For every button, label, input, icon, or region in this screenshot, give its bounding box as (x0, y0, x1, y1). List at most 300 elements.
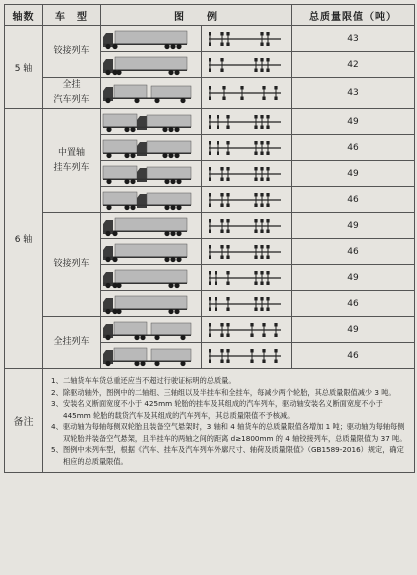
tyre (226, 245, 229, 249)
wheel (105, 98, 110, 103)
tyre (274, 97, 277, 101)
weight-limit-cell: 46 (292, 343, 415, 369)
vehicle-picture-cell (101, 78, 202, 109)
table-row (5, 26, 415, 52)
tyre (220, 58, 223, 62)
tyre (254, 271, 257, 275)
axle-diagram (206, 245, 284, 259)
tyre (254, 58, 257, 62)
axle-diagram-cell (202, 187, 292, 213)
wheel (162, 152, 167, 157)
notes-content (43, 369, 415, 473)
tyre (220, 245, 223, 249)
tyre (209, 219, 211, 223)
tyre (260, 255, 263, 259)
wheel (154, 360, 159, 365)
tyre (260, 42, 263, 46)
truck-image (101, 345, 193, 367)
vehicle-type-label: 汽车列车 (53, 95, 90, 105)
tyre (226, 359, 229, 363)
tyre (226, 219, 229, 223)
truck-image (101, 189, 193, 211)
note-text: 除驱动轴外，图例中的二轴组、三轴组以及半挂车和全挂车，每减少两个轮胎，其总质量限值减少 3 吨。 (63, 387, 396, 397)
notes-label: 备注 (5, 369, 43, 473)
tyre (266, 58, 269, 62)
tyre (209, 245, 211, 249)
tyre (209, 271, 211, 275)
tyre (226, 42, 229, 46)
note-item (51, 387, 410, 399)
vehicle-type-label: 铰接列车 (53, 46, 90, 56)
wheel (180, 98, 185, 103)
tyre (266, 42, 269, 46)
wheel (124, 204, 129, 209)
tyre (222, 97, 225, 101)
tyre (226, 307, 229, 311)
axle-diagram-cell (202, 265, 292, 291)
wheel (112, 230, 117, 235)
axle-diagram-cell (202, 343, 292, 369)
note-item (51, 421, 410, 444)
axle-diagram-cell (202, 239, 292, 265)
tyre (209, 349, 211, 353)
tyre (266, 141, 269, 145)
tyre (217, 115, 219, 119)
wheel (124, 126, 129, 131)
tyre (220, 42, 223, 46)
tyre (254, 167, 257, 171)
axle-diagram (206, 349, 284, 363)
note-text: 安装名义断面宽度不小于 425mm 轮胎的挂车及其组成的汽车列车，驱动轴安装名义断面宽度不小于 445mm 轮胎的载货汽车及其组成的汽车列车，其总质量限值不予核减。 (63, 399, 383, 420)
tyre (266, 32, 269, 36)
tyre (209, 193, 211, 197)
tyre (220, 32, 223, 36)
note-number: 2、 (51, 387, 63, 397)
tyre (250, 349, 253, 353)
wheel (154, 98, 159, 103)
tyre (254, 307, 257, 311)
axle-diagram (206, 297, 284, 311)
axle-diagram-cell (202, 109, 292, 135)
tyre (222, 86, 225, 90)
tyre (266, 245, 269, 249)
wheel (170, 230, 175, 235)
truck-image (101, 111, 193, 133)
tyre (226, 229, 229, 233)
vehicle-type-label: 全挂列车 (53, 337, 90, 347)
vehicle-type-cell (43, 317, 101, 369)
wheel (164, 256, 169, 261)
wheel (106, 204, 111, 209)
vehicle-picture-cell (101, 239, 202, 265)
wheel (176, 204, 181, 209)
tyre (260, 281, 263, 285)
cargo-box (115, 270, 187, 283)
weight-limit-cell: 43 (292, 78, 415, 109)
tyre (262, 333, 265, 337)
vehicle-picture-cell (101, 343, 202, 369)
tyre (274, 359, 277, 363)
wheel (105, 230, 110, 235)
tyre (226, 141, 229, 145)
tyre (220, 219, 223, 223)
note-text: 驱动轴为每轴每侧双轮胎且装备空气悬架时，3 轴和 4 轴货车的总质量限值各增加 1 吨；驱动轴为每轴每侧双轮胎并装备空气悬架，且半挂车的两轴之间的距离 d≥1800mm 的 4 轴铰接列车，总质量限值为 37 吨。 (63, 422, 407, 443)
vehicle-type-label: 铰接列车 (53, 259, 90, 269)
wheel (174, 69, 179, 74)
wheel (116, 308, 121, 313)
note-number: 1、 (51, 376, 63, 385)
cargo-box (103, 192, 137, 205)
wheel (105, 360, 110, 365)
tyre (254, 141, 257, 145)
tyre (266, 203, 269, 207)
truck-image (101, 241, 193, 263)
weight-limit-cell: 49 (292, 161, 415, 187)
tyre (209, 125, 211, 129)
tyre (226, 32, 229, 36)
tyre (260, 203, 263, 207)
tyre (209, 141, 211, 145)
tyre (262, 97, 265, 101)
wheel (106, 178, 111, 183)
tyre (209, 167, 211, 171)
axle-diagram-cell (202, 291, 292, 317)
tyre (254, 281, 257, 285)
tyre (274, 333, 277, 337)
tyre (215, 307, 217, 311)
tyre (260, 167, 263, 171)
vehicle-type-cell (43, 109, 101, 213)
wheel (164, 230, 169, 235)
tyre (260, 271, 263, 275)
tyre (260, 141, 263, 145)
weight-limit-cell: 49 (292, 213, 415, 239)
note-text: 二轴货车车货总重还应当不超过行驶证标明的总质量。 (63, 376, 236, 385)
tyre (266, 125, 269, 129)
wheel (130, 126, 135, 131)
tyre (220, 349, 223, 353)
cargo-box (103, 140, 137, 153)
wheel (105, 69, 110, 74)
vehicle-type-cell (43, 26, 101, 78)
tyre (254, 151, 257, 155)
vehicle-type-label: 全挂 (62, 80, 81, 90)
tyre (260, 307, 263, 311)
vehicle-picture-cell (101, 109, 202, 135)
cargo-box (115, 31, 187, 44)
tyre (209, 203, 211, 207)
tyre (226, 167, 229, 171)
tyre (254, 68, 257, 72)
wheel (116, 282, 121, 287)
note-number: 5、 (51, 445, 63, 454)
cargo-box (115, 218, 187, 231)
axle-diagram (206, 58, 284, 72)
truck-image (101, 137, 193, 159)
truck-image (101, 319, 193, 341)
tyre (254, 177, 257, 181)
weight-limit-cell: 42 (292, 52, 415, 78)
wheel (164, 43, 169, 48)
truck-image (101, 54, 193, 76)
tyre (217, 141, 219, 145)
header-axles: 轴数 (5, 5, 43, 26)
tyre (209, 307, 211, 311)
tyre (220, 193, 223, 197)
axle-diagram-cell (202, 26, 292, 52)
wheel (168, 126, 173, 131)
axle-diagram-cell (202, 135, 292, 161)
note-number: 3、 (51, 399, 63, 408)
tyre (209, 229, 211, 233)
axle-count-cell: 5 轴 (5, 26, 43, 109)
tyre (226, 115, 229, 119)
tyre (226, 125, 229, 129)
tyre (260, 115, 263, 119)
wheel (168, 308, 173, 313)
vehicle-type-cell (43, 78, 101, 109)
tyre (226, 333, 229, 337)
truck-image (101, 163, 193, 185)
wheel (170, 43, 175, 48)
truck-image (101, 267, 193, 289)
cargo-box (103, 114, 137, 127)
vehicle-type-label: 挂车列车 (53, 162, 90, 173)
table-row (5, 317, 415, 343)
wheel (174, 126, 179, 131)
axle-diagram-cell (202, 213, 292, 239)
tyre (254, 219, 257, 223)
tyre (226, 297, 229, 301)
tyre (250, 323, 253, 327)
table-row (5, 213, 415, 239)
weight-limit-table (4, 4, 415, 473)
wheel (140, 334, 145, 339)
tyre (260, 245, 263, 249)
wheel (116, 69, 121, 74)
tyre (226, 177, 229, 181)
wheel (105, 256, 110, 261)
tyre (254, 125, 257, 129)
header-limit: 总质量限值（吨） (292, 5, 415, 26)
wheel (105, 43, 110, 48)
wheel (176, 256, 181, 261)
cargo-box (114, 322, 147, 335)
tyre (260, 193, 263, 197)
axle-diagram-cell (202, 161, 292, 187)
tyre (250, 359, 253, 363)
cargo-box (151, 323, 191, 335)
wheel (176, 230, 181, 235)
tyre (209, 359, 211, 363)
tyre (266, 229, 269, 233)
axle-diagram (206, 193, 284, 207)
tyre (266, 219, 269, 223)
truck-image (101, 28, 193, 50)
tyre (260, 68, 263, 72)
chassis (103, 360, 191, 362)
tyre (254, 203, 257, 207)
tyre (254, 297, 257, 301)
note-text: 图例中未列车型，根据《汽车、挂车及汽车列车外廓尺寸、轴荷及质量限值》（GB1589-2016）规定，确定相应的总质量限值。 (63, 445, 404, 466)
tyre (220, 359, 223, 363)
tyre (266, 68, 269, 72)
tyre (274, 86, 277, 90)
tyre (266, 281, 269, 285)
wheel (162, 126, 167, 131)
tyre (215, 271, 217, 275)
tyre (209, 323, 211, 327)
axle-diagram (206, 271, 284, 285)
cargo-box (115, 296, 187, 309)
tyre (217, 125, 219, 129)
tyre (254, 255, 257, 259)
wheel (140, 360, 145, 365)
wheel (170, 178, 175, 183)
tyre (274, 323, 277, 327)
wheel (174, 282, 179, 287)
chassis (103, 334, 191, 336)
wheel (174, 308, 179, 313)
wheel (168, 69, 173, 74)
weight-limit-cell: 43 (292, 26, 415, 52)
tyre (209, 151, 211, 155)
tyre (215, 281, 217, 285)
vehicle-type-cell (43, 213, 101, 317)
tyre (209, 68, 211, 72)
axle-diagram-cell (202, 52, 292, 78)
vehicle-picture-cell (101, 52, 202, 78)
wheel (134, 360, 139, 365)
tyre (262, 323, 265, 327)
wheel (180, 360, 185, 365)
tyre (226, 281, 229, 285)
axle-diagram (206, 219, 284, 233)
tyre (260, 125, 263, 129)
cargo-box (147, 193, 191, 205)
tyre (209, 255, 211, 259)
cargo-box (147, 141, 191, 153)
vehicle-picture-cell (101, 187, 202, 213)
axle-diagram (206, 141, 284, 155)
wheel (105, 308, 110, 313)
wheel (124, 178, 129, 183)
tyre (260, 151, 263, 155)
vehicle-type-label: 中置轴 (57, 147, 85, 158)
chassis (103, 98, 191, 100)
weight-limit-cell: 46 (292, 239, 415, 265)
wheel (154, 334, 159, 339)
wheel (134, 334, 139, 339)
tyre (220, 229, 223, 233)
cargo-box (151, 86, 191, 98)
tyre (209, 115, 211, 119)
tyre (262, 86, 265, 90)
tyre (220, 203, 223, 207)
tyre (209, 297, 211, 301)
tyre (209, 32, 211, 36)
note-item (51, 375, 410, 387)
note-item (51, 444, 410, 467)
axle-diagram (206, 323, 284, 337)
tyre (260, 219, 263, 223)
tyre (262, 359, 265, 363)
wheel (176, 43, 181, 48)
wheel (134, 98, 139, 103)
cargo-box (114, 348, 147, 361)
weight-limit-cell: 49 (292, 265, 415, 291)
tyre (250, 333, 253, 337)
tyre (220, 177, 223, 181)
wheel (130, 204, 135, 209)
wheel (112, 256, 117, 261)
cargo-box (115, 244, 187, 257)
weight-limit-cell: 49 (292, 109, 415, 135)
weight-limit-cell: 46 (292, 291, 415, 317)
wheel (124, 152, 129, 157)
cargo-box (115, 57, 187, 70)
wheel (176, 178, 181, 183)
tyre (260, 297, 263, 301)
tyre (220, 255, 223, 259)
vehicle-picture-cell (101, 213, 202, 239)
vehicle-picture-cell (101, 291, 202, 317)
tyre (266, 115, 269, 119)
tyre (217, 151, 219, 155)
vehicle-picture-cell (101, 26, 202, 52)
vehicle-picture-cell (101, 317, 202, 343)
weight-limit-cell: 49 (292, 317, 415, 343)
tyre (209, 58, 211, 62)
tyre (209, 86, 211, 90)
header-diagram: 图 例 (101, 5, 292, 26)
tyre (220, 323, 223, 327)
cargo-box (147, 115, 191, 127)
table-body (5, 26, 415, 369)
axle-diagram (206, 32, 284, 46)
wheel (164, 178, 169, 183)
cargo-box (114, 85, 147, 98)
wheel (174, 152, 179, 157)
wheel (105, 334, 110, 339)
tyre (220, 68, 223, 72)
vehicle-picture-cell (101, 265, 202, 291)
axle-diagram (206, 167, 284, 181)
tyre (226, 193, 229, 197)
tyre (215, 297, 217, 301)
tyre (254, 245, 257, 249)
notes-row (5, 369, 415, 473)
tyre (260, 229, 263, 233)
tyre (266, 271, 269, 275)
tyre (254, 229, 257, 233)
tyre (220, 333, 223, 337)
tyre (226, 151, 229, 155)
wheel (106, 152, 111, 157)
tyre (226, 323, 229, 327)
wheel (168, 152, 173, 157)
axle-count-cell: 6 轴 (5, 109, 43, 369)
tyre (266, 255, 269, 259)
tyre (220, 167, 223, 171)
header-type: 车 型 (43, 5, 101, 26)
axle-diagram-cell (202, 317, 292, 343)
wheel (130, 178, 135, 183)
truck-image (101, 215, 193, 237)
tyre (226, 271, 229, 275)
wheel (112, 43, 117, 48)
vehicle-picture-cell (101, 161, 202, 187)
